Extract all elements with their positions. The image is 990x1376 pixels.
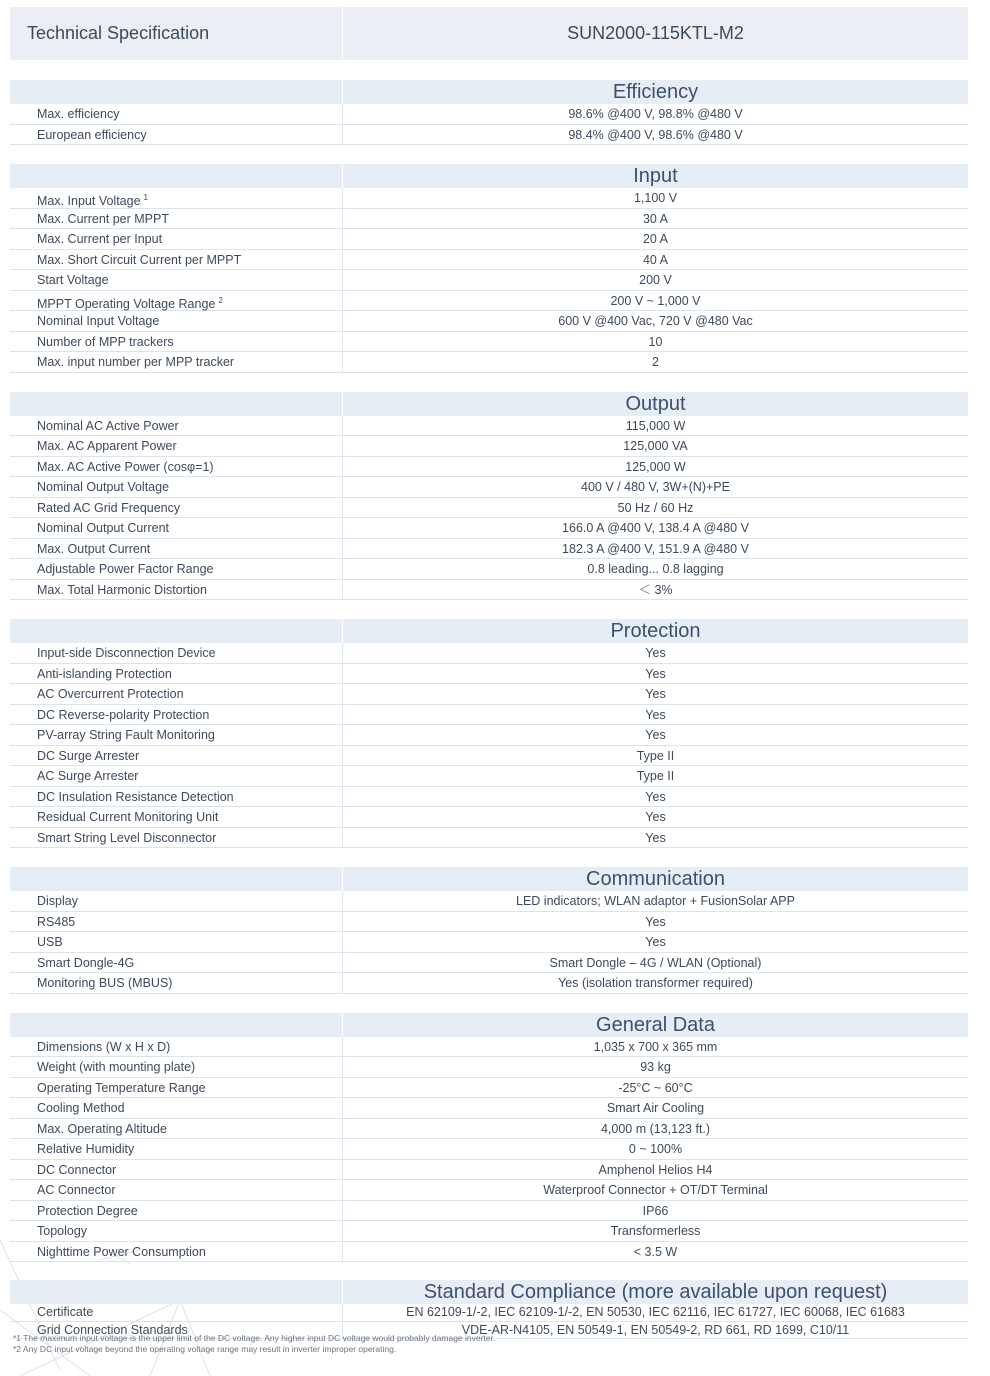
spec-row <box>10 457 968 478</box>
spec-value: 50 Hz / 60 Hz <box>342 498 968 518</box>
spec-value: 182.3 A @400 V, 151.9 A @480 V <box>342 539 968 559</box>
spec-label <box>10 580 342 600</box>
spec-value: Waterproof Connector + OT/DT Terminal <box>342 1180 968 1200</box>
spec-label <box>10 457 342 477</box>
spec-label-text: DC Reverse-polarity Protection <box>37 707 210 722</box>
spec-label <box>10 539 342 559</box>
spec-label-text: Number of MPP trackers <box>37 334 174 349</box>
spec-row <box>10 912 968 933</box>
spec-row <box>10 125 968 146</box>
section-title: Output <box>342 392 968 416</box>
spec-label-text: Certificate <box>37 1305 94 1319</box>
spec-value: Yes <box>342 664 968 684</box>
section-title-spacer <box>10 80 342 104</box>
spec-label-text: Max. Current per MPPT <box>37 211 169 226</box>
spec-row <box>10 104 968 125</box>
spec-label-text: Operating Temperature Range <box>37 1080 206 1095</box>
section-title: General Data <box>342 1013 968 1037</box>
spec-value: -25°C ~ 60°C <box>342 1078 968 1098</box>
spec-label <box>10 1098 342 1118</box>
spec-row <box>10 787 968 808</box>
spec-value: Smart Dongle – 4G / WLAN (Optional) <box>342 953 968 973</box>
spec-label <box>10 332 342 352</box>
spec-label <box>10 684 342 704</box>
spec-value: 0.8 leading... 0.8 lagging <box>342 559 968 579</box>
spec-label-text: Nominal Input Voltage <box>37 314 160 328</box>
spec-row <box>10 291 968 312</box>
spec-label-text: Weight (with mounting plate) <box>37 1060 196 1074</box>
spec-label-text: AC Surge Arrester <box>37 769 139 783</box>
spec-label-text: RS485 <box>37 914 76 929</box>
section-title-bar <box>10 1280 968 1304</box>
spec-label <box>10 416 342 436</box>
spec-row <box>10 436 968 457</box>
spec-row <box>10 1242 968 1263</box>
spec-row <box>10 1078 968 1099</box>
header-model: SUN2000-115KTL-M2 <box>342 7 968 60</box>
spec-label <box>10 229 342 249</box>
spec-label <box>10 912 342 932</box>
spec-value: 125,000 VA <box>342 436 968 456</box>
header-title: Technical Specification <box>27 23 210 43</box>
spec-label-text: Monitoring BUS (MBUS) <box>37 976 173 990</box>
spec-value: IP66 <box>342 1201 968 1221</box>
spec-value: LED indicators; WLAN adaptor + FusionSolar APP <box>342 891 968 911</box>
section-title-bar <box>10 867 968 891</box>
spec-label-text: Nominal Output Voltage <box>37 480 170 494</box>
spec-label <box>10 209 342 229</box>
spec-label-text: Max. efficiency <box>37 107 120 121</box>
footnotes <box>13 1333 495 1355</box>
spec-label-text: Max. Operating Altitude <box>37 1121 167 1136</box>
section-general <box>10 1013 968 1263</box>
spec-row <box>10 1180 968 1201</box>
section-title: Efficiency <box>342 80 968 104</box>
spec-row <box>10 1119 968 1140</box>
spec-label-text: Max. Output Current <box>37 541 151 556</box>
spec-row <box>10 539 968 560</box>
spec-value: 4,000 m (13,123 ft.) <box>342 1119 968 1139</box>
spec-label <box>10 188 342 208</box>
spec-label-text: Cooling Method <box>37 1101 125 1115</box>
spec-value: Yes <box>342 684 968 704</box>
spec-label-text: Topology <box>37 1224 88 1238</box>
spec-value: 30 A <box>342 209 968 229</box>
section-title-spacer <box>10 619 342 643</box>
section-protection <box>10 619 968 848</box>
spec-row <box>10 518 968 539</box>
spec-label <box>10 766 342 786</box>
spec-label <box>10 1078 342 1098</box>
spec-label <box>10 725 342 745</box>
spec-label-text: Smart String Level Disconnector <box>37 830 217 845</box>
spec-label <box>10 1201 342 1221</box>
section-title-spacer <box>10 1013 342 1037</box>
spec-label-text: Max. Total Harmonic Distortion <box>37 582 207 597</box>
spec-label <box>10 1037 342 1057</box>
spec-row <box>10 766 968 787</box>
spec-value: 200 V <box>342 270 968 290</box>
section-title: Input <box>342 164 968 188</box>
spec-label-text: Residual Current Monitoring Unit <box>37 810 219 824</box>
spec-label-text: Max. AC Active Power (cosφ=1) <box>37 459 214 474</box>
spec-row <box>10 643 968 664</box>
spec-value: Yes <box>342 725 968 745</box>
spec-value: Yes <box>342 643 968 663</box>
spec-label-text: MPPT Operating Voltage Range <box>37 296 216 311</box>
spec-row <box>10 684 968 705</box>
spec-value: 125,000 W <box>342 457 968 477</box>
spec-label <box>10 1057 342 1077</box>
spec-label <box>10 953 342 973</box>
spec-label <box>10 518 342 538</box>
spec-value: ＜ 3% <box>342 580 968 600</box>
spec-row <box>10 416 968 437</box>
spec-label <box>10 705 342 725</box>
spec-label <box>10 1221 342 1241</box>
spec-row <box>10 705 968 726</box>
spec-label-text: Input-side Disconnection Device <box>37 646 216 660</box>
section-title-bar <box>10 80 968 104</box>
spec-row <box>10 725 968 746</box>
spec-row <box>10 664 968 685</box>
spec-label-text: DC Connector <box>37 1162 117 1177</box>
footnote-marker: 1 <box>143 193 148 202</box>
footnote-1: *1 The maximum input voltage is the upper limit of the DC voltage. Any higher input DC voltage would probably damage inverter. <box>13 1333 496 1343</box>
spec-label-text: Start Voltage <box>37 273 109 287</box>
spec-row <box>10 1201 968 1222</box>
spec-label-text: Relative Humidity <box>37 1142 135 1156</box>
spec-row <box>10 1057 968 1078</box>
spec-label <box>10 311 342 331</box>
spec-label-text: Max. Short Circuit Current per MPPT <box>37 252 242 267</box>
spec-label <box>10 1139 342 1159</box>
spec-row <box>10 746 968 767</box>
spec-label-text: USB <box>37 935 63 949</box>
section-efficiency <box>10 80 968 145</box>
spec-value: 10 <box>342 332 968 352</box>
spec-row <box>10 188 968 209</box>
spec-value: 115,000 W <box>342 416 968 436</box>
spec-label-text: Rated AC Grid Frequency <box>37 500 181 515</box>
spec-label <box>10 1160 342 1180</box>
spec-label <box>10 643 342 663</box>
spec-value: 40 A <box>342 250 968 270</box>
spec-label <box>10 559 342 579</box>
spec-label <box>10 1180 342 1200</box>
spec-value: Yes <box>342 912 968 932</box>
spec-label-text: DC Surge Arrester <box>37 748 140 763</box>
spec-row <box>10 1160 968 1181</box>
spec-label <box>10 787 342 807</box>
spec-label-text: Dimensions (W x H x D) <box>37 1039 171 1054</box>
spec-label <box>10 664 342 684</box>
spec-value: Amphenol Helios H4 <box>342 1160 968 1180</box>
spec-sheet <box>10 7 968 1339</box>
spec-row <box>10 250 968 271</box>
spec-label <box>10 828 342 848</box>
spec-label-text: Display <box>37 894 78 908</box>
spec-row <box>10 828 968 849</box>
spec-row <box>10 229 968 250</box>
section-title-bar <box>10 164 968 188</box>
spec-label <box>10 250 342 270</box>
spec-row <box>10 498 968 519</box>
spec-row <box>10 1139 968 1160</box>
spec-label <box>10 104 342 124</box>
section-title-bar <box>10 392 968 416</box>
spec-row <box>10 559 968 580</box>
section-title-bar <box>10 1013 968 1037</box>
spec-label <box>10 291 342 311</box>
footnote-2: *2 Any DC input voltage beyond the operating voltage range may result in inverter improper operating. <box>13 1344 397 1354</box>
spec-label-text: AC Overcurrent Protection <box>37 687 184 701</box>
spec-label <box>10 891 342 911</box>
spec-value: Yes <box>342 705 968 725</box>
spec-label-text: European efficiency <box>37 127 147 142</box>
spec-value: 600 V @400 Vac, 720 V @480 Vac <box>342 311 968 331</box>
spec-label <box>10 932 342 952</box>
spec-value: Yes <box>342 787 968 807</box>
spec-label <box>10 1304 342 1321</box>
spec-label-text: Nominal Output Current <box>37 521 170 535</box>
spec-label <box>10 125 342 145</box>
spec-row <box>10 1221 968 1242</box>
spec-sections <box>10 80 968 1339</box>
spec-value: 166.0 A @400 V, 138.4 A @480 V <box>342 518 968 538</box>
spec-label-text: Nighttime Power Consumption <box>37 1244 206 1259</box>
spec-row <box>10 973 968 994</box>
spec-label-text: PV-array String Fault Monitoring <box>37 728 215 742</box>
spec-value: EN 62109-1/-2, IEC 62109-1/-2, EN 50530, IEC 62116, IEC 61727, IEC 60068, IEC 61683 <box>342 1304 968 1321</box>
spec-value: Yes (isolation transformer required) <box>342 973 968 993</box>
spec-row <box>10 580 968 601</box>
spec-label-text: Smart Dongle-4G <box>37 955 135 970</box>
spec-label-text: DC Insulation Resistance Detection <box>37 789 234 804</box>
spec-label <box>10 807 342 827</box>
spec-row <box>10 1304 968 1322</box>
spec-value: 200 V ~ 1,000 V <box>342 291 968 311</box>
spec-label-text: Max. Input Voltage <box>37 194 141 209</box>
spec-row <box>10 1098 968 1119</box>
spec-label-text: Nominal AC Active Power <box>37 418 179 433</box>
spec-label-text: Grid Connection Standards <box>37 1322 188 1337</box>
spec-value: < 3.5 W <box>342 1242 968 1262</box>
spec-label <box>10 352 342 372</box>
spec-row <box>10 807 968 828</box>
spec-row <box>10 352 968 373</box>
spec-row <box>10 332 968 353</box>
section-title: Communication <box>342 867 968 891</box>
spec-value: Type II <box>342 766 968 786</box>
spec-label <box>10 1242 342 1262</box>
section-title: Standard Compliance (more available upon request) <box>342 1280 968 1304</box>
spec-value: 1,035 x 700 x 365 mm <box>342 1037 968 1057</box>
spec-label-text: Max. AC Apparent Power <box>37 439 177 453</box>
spec-label <box>10 1119 342 1139</box>
spec-row <box>10 891 968 912</box>
spec-row <box>10 932 968 953</box>
spec-row <box>10 1037 968 1058</box>
section-communication <box>10 867 968 994</box>
spec-value: Yes <box>342 932 968 952</box>
spec-label <box>10 436 342 456</box>
spec-value: Yes <box>342 828 968 848</box>
spec-value: 1,100 V <box>342 188 968 208</box>
section-title: Protection <box>342 619 968 643</box>
spec-value: 20 A <box>342 229 968 249</box>
spec-label-text: Max. Current per Input <box>37 232 163 246</box>
spec-value: Transformerless <box>342 1221 968 1241</box>
section-standard <box>10 1280 968 1339</box>
spec-row <box>10 953 968 974</box>
spec-label-text: Anti-islanding Protection <box>37 666 172 681</box>
spec-label-text: Protection Degree <box>37 1203 138 1218</box>
section-title-spacer <box>10 164 342 188</box>
spec-value: Type II <box>342 746 968 766</box>
spec-value: 93 kg <box>342 1057 968 1077</box>
section-title-spacer <box>10 392 342 416</box>
spec-value: Yes <box>342 807 968 827</box>
section-output <box>10 392 968 601</box>
spec-row <box>10 477 968 498</box>
spec-value: 400 V / 480 V, 3W+(N)+PE <box>342 477 968 497</box>
section-title-bar <box>10 619 968 643</box>
section-title-spacer <box>10 867 342 891</box>
spec-row <box>10 311 968 332</box>
spec-value: Smart Air Cooling <box>342 1098 968 1118</box>
spec-label <box>10 477 342 497</box>
section-title-spacer <box>10 1280 342 1304</box>
spec-row <box>10 270 968 291</box>
table-header <box>10 7 968 61</box>
spec-value: 98.6% @400 V, 98.8% @480 V <box>342 104 968 124</box>
spec-label-text: Adjustable Power Factor Range <box>37 562 214 576</box>
spec-value: 2 <box>342 352 968 372</box>
spec-value: VDE-AR-N4105, EN 50549-1, EN 50549-2, RD 661, RD 1699, C10/11 <box>342 1322 968 1339</box>
section-input <box>10 164 968 373</box>
spec-row <box>10 209 968 230</box>
spec-label-text: Max. input number per MPP tracker <box>37 355 235 369</box>
spec-label-text: AC Connector <box>37 1183 116 1197</box>
footnote-marker: 2 <box>218 295 223 305</box>
spec-label <box>10 973 342 993</box>
spec-value: 0 ~ 100% <box>342 1139 968 1159</box>
spec-label <box>10 270 342 290</box>
spec-value: 98.4% @400 V, 98.6% @480 V <box>342 125 968 145</box>
spec-label <box>10 746 342 766</box>
spec-label <box>10 498 342 518</box>
